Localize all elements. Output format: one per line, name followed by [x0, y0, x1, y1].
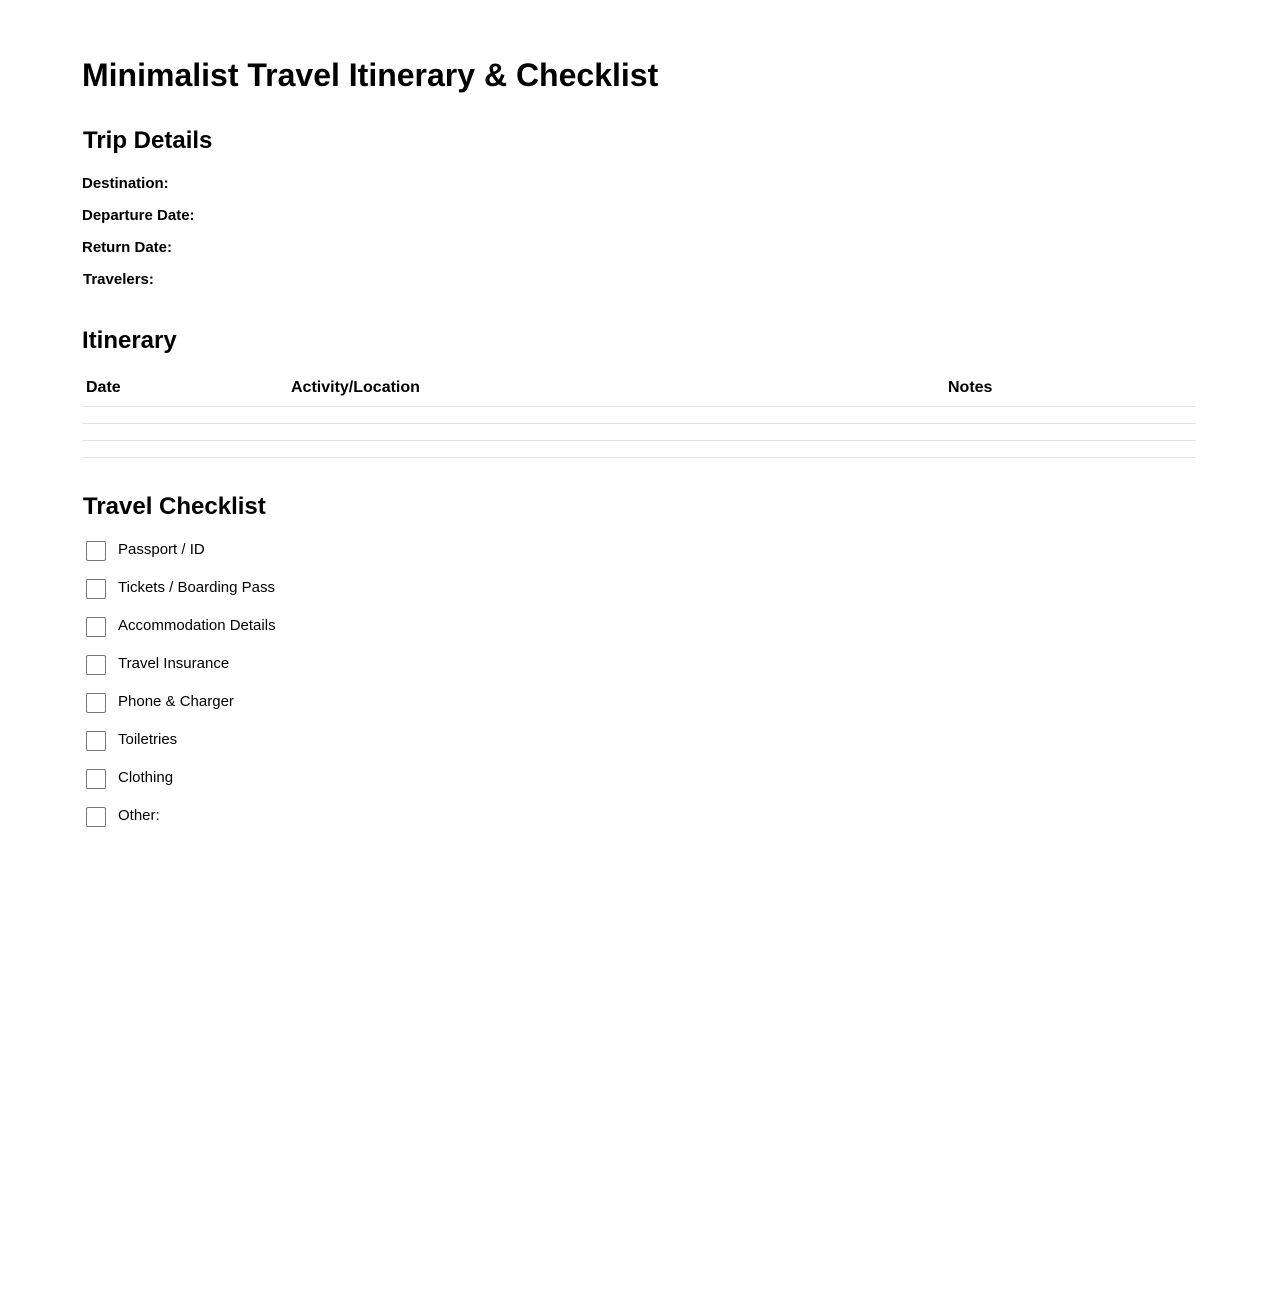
checklist-item-label: Clothing [118, 769, 174, 786]
checklist-heading: Travel Checklist [83, 493, 266, 520]
checklist-item-label: Accommodation Details [118, 617, 276, 634]
date-cell[interactable] [82, 441, 287, 458]
checklist-item-label: Passport / ID [118, 541, 205, 558]
checklist-item-label: Other: [118, 807, 160, 824]
checklist-item-label: Tickets / Boarding Pass [118, 579, 276, 596]
activity-cell[interactable] [287, 407, 944, 424]
column-header-date: Date [82, 376, 287, 407]
notes-cell[interactable] [944, 407, 1196, 424]
itinerary-header-row [82, 376, 1196, 407]
checklist-item-accommodation [86, 616, 276, 654]
departure-date-label: Departure Date: [82, 207, 195, 224]
checklist-item-label: Phone & Charger [118, 693, 234, 710]
checklist-item-insurance [86, 654, 276, 692]
checkbox[interactable] [86, 655, 106, 675]
notes-cell[interactable] [944, 424, 1196, 441]
checklist-item-other [86, 806, 276, 844]
checkbox[interactable] [86, 541, 106, 561]
activity-cell[interactable] [287, 424, 944, 441]
return-date-label: Return Date: [82, 239, 173, 256]
table-row [82, 407, 1196, 424]
checkbox[interactable] [86, 579, 106, 599]
checkbox[interactable] [86, 807, 106, 827]
checklist-item-toiletries [86, 730, 276, 768]
column-header-activity: Activity/Location [287, 376, 944, 407]
checkbox[interactable] [86, 731, 106, 751]
trip-details-heading: Trip Details [83, 127, 213, 154]
date-cell[interactable] [82, 424, 287, 441]
page-title: Minimalist Travel Itinerary & Checklist [82, 57, 659, 93]
travel-checklist [86, 540, 276, 844]
checkbox[interactable] [86, 769, 106, 789]
checkbox[interactable] [86, 617, 106, 637]
checklist-item-clothing [86, 768, 276, 806]
destination-label: Destination: [82, 175, 169, 192]
table-row [82, 441, 1196, 458]
checkbox[interactable] [86, 693, 106, 713]
column-header-notes: Notes [944, 376, 1196, 407]
checklist-item-label: Toiletries [118, 731, 178, 748]
checklist-item-tickets [86, 578, 276, 616]
date-cell[interactable] [82, 407, 287, 424]
checklist-item-phone [86, 692, 276, 730]
itinerary-heading: Itinerary [82, 327, 177, 354]
checklist-item-label: Travel Insurance [118, 655, 230, 672]
itinerary-table [82, 376, 1196, 458]
travelers-label: Travelers: [83, 271, 154, 288]
checklist-item-passport [86, 540, 276, 578]
notes-cell[interactable] [944, 441, 1196, 458]
activity-cell[interactable] [287, 441, 944, 458]
table-row [82, 424, 1196, 441]
